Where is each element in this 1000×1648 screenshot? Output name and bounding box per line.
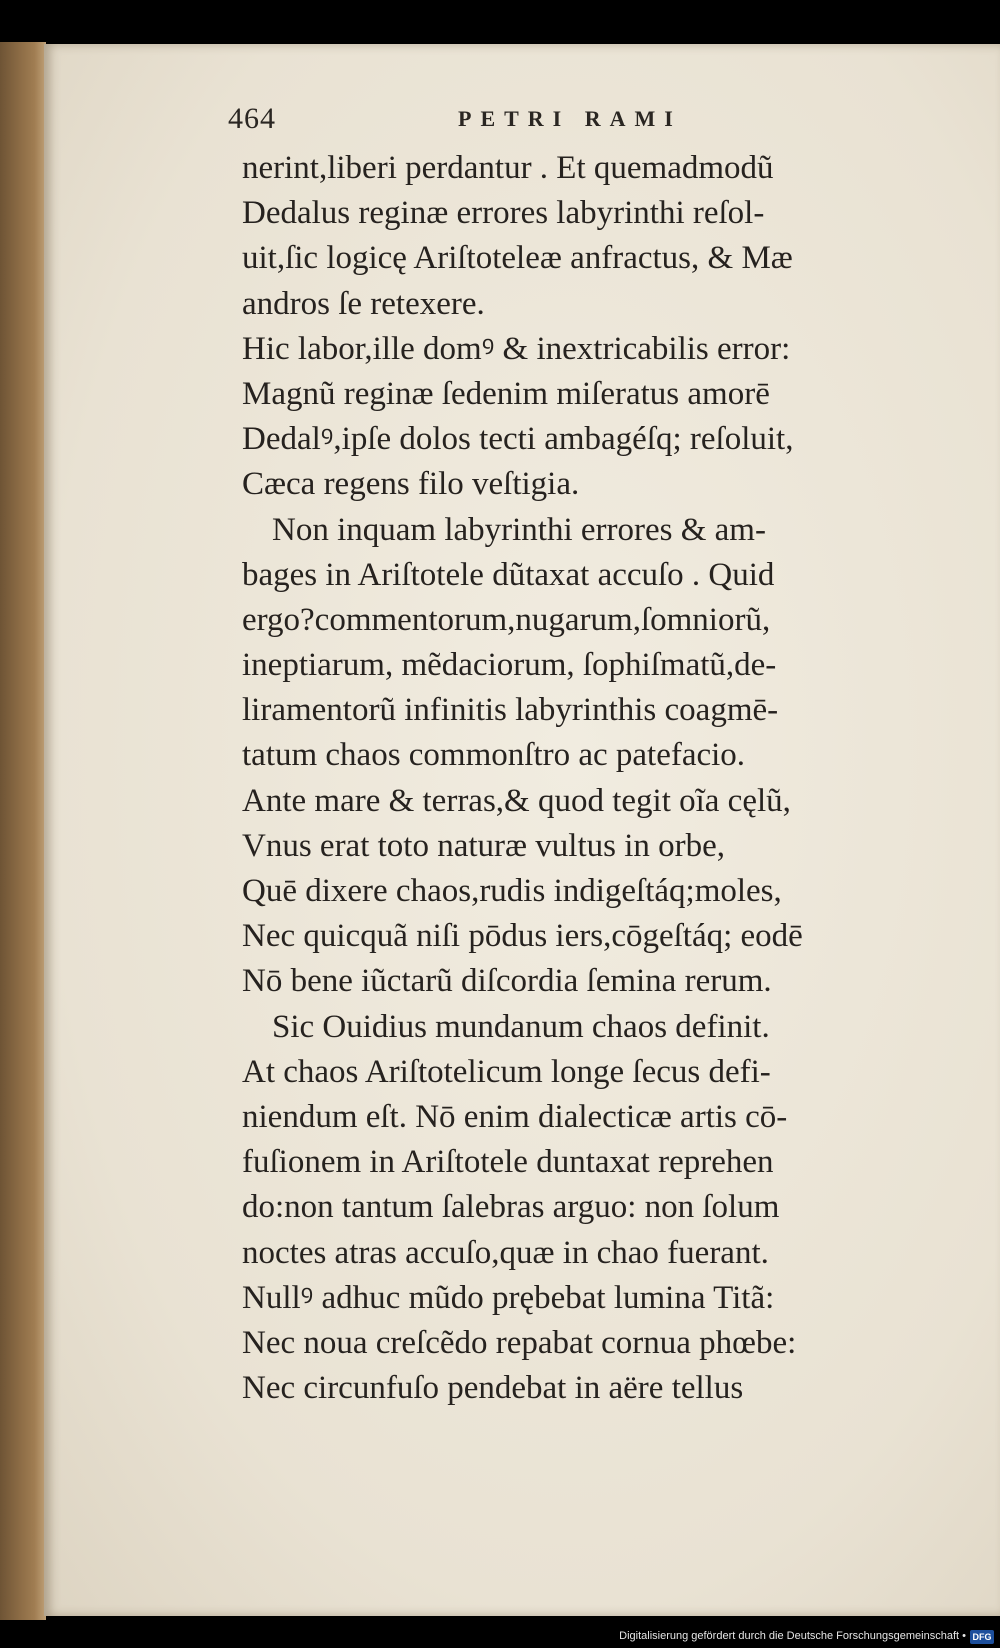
text-line: liramentorũ infinitis labyrinthis coagmē- <box>242 692 779 729</box>
text-line: ergo?commentorum,nugarum,ſomniorũ, <box>242 601 771 638</box>
page-number: 464 <box>228 102 276 135</box>
text-line: Dedalus reginæ errores labyrinthi reſol- <box>242 195 765 232</box>
verse-line: Nō bene iũctarũ diſcordia ſemina rerum. <box>242 963 772 1000</box>
verse-line: Nec quicquã niſi pōdus iers,cōgeſtáq; eodē <box>242 918 803 955</box>
text-line: andros ſe retexere. <box>242 285 485 322</box>
text-line: do:non tantum ſalebras arguo: non ſolum <box>242 1189 780 1226</box>
text-line: fuſionem in Ariſtotele duntaxat reprehen <box>242 1144 774 1181</box>
text-line: uit,ſic logicę Ariſtoteleæ anfractus, & Mæ <box>242 240 793 277</box>
verse-line: Nec noua creſcẽdo repabat cornua phœbe: <box>242 1324 797 1361</box>
text-line: tatum chaos commonſtro ac patefacio. <box>242 737 746 774</box>
book-spine-edge <box>0 42 46 1620</box>
running-title: PETRI RAMI <box>458 106 682 131</box>
dfg-logo: DFG <box>970 1630 994 1644</box>
verse-line: Nullꝰ adhuc mũdo prębebat lumina Titã: <box>242 1279 775 1316</box>
verse-line: Ante mare & terras,& quod tegit oĩa cęlũ, <box>242 782 791 819</box>
text-line: Non inquam labyrinthi errores & am- <box>272 511 766 548</box>
verse-line: Nec circunfuſo pendebat in aëre tellus <box>242 1370 744 1407</box>
text-line: nerint,liberi perdantur . Et quemadmodũ <box>242 150 774 186</box>
page-header <box>228 102 928 138</box>
text-line: At chaos Ariſtotelicum longe ſecus defi- <box>242 1053 771 1090</box>
verse-line: Dedalꝰ,ipſe dolos tecti ambagéſq; reſoluit, <box>242 421 794 458</box>
body-text <box>242 146 932 1411</box>
verse-line: Magnũ reginæ ſedenim miſeratus amorē <box>242 375 770 412</box>
verse-line: Hic labor,ille domꝰ & inextricabilis error: <box>242 330 791 367</box>
text-line: Sic Ouidius mundanum chaos definit. <box>272 1008 770 1045</box>
verse-line: Quē dixere chaos,rudis indigeſtáq;moles, <box>242 873 782 909</box>
text-line: ineptiarum, mẽdaciorum, ſophiſmatũ,de- <box>242 647 777 684</box>
funding-credit: Digitalisierung gefördert durch die Deutsche Forschungsgemeinschaft • <box>619 1630 966 1642</box>
verse-line: Vnus erat toto naturæ vultus in orbe, <box>242 827 726 864</box>
verse-line: Cæca regens filo veſtigia. <box>242 466 580 503</box>
text-line: bages in Ariſtotele dũtaxat accuſo . Quid <box>242 556 775 593</box>
text-line: niendum eſt. Nō enim dialecticæ artis cō- <box>242 1098 788 1135</box>
text-line: noctes atras accuſo,quæ in chao fuerant. <box>242 1234 769 1271</box>
